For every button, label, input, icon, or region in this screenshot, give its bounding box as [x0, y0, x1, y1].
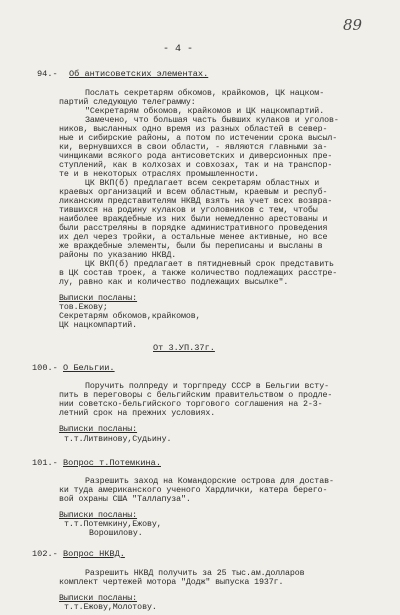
s94-line: ные и сибирские районы, а потом по истечении срока высыл- — [59, 134, 338, 143]
s94-line: же враждебные элементы, были бы переписаны и высланы в — [59, 242, 323, 251]
handwritten-folio-number: 89 — [343, 16, 363, 34]
date-heading: От 3.УП.37г. — [153, 343, 215, 353]
s94-line: районы по указанию НКВД. — [59, 251, 177, 260]
section-101-number: 101.- — [32, 458, 58, 468]
s94-line: Послать секретарям обкомов, крайкомов, ЦК нацком- — [85, 89, 325, 98]
s102-line: комплект чертежей мотора "Додж" выпуска 1937г. — [59, 578, 284, 587]
s100-line: летний срок на прежних условиях. — [59, 409, 216, 418]
s101-recipient: т.т.Потемкину,Ежову, — [64, 520, 162, 529]
s94-recipient: тов.Ежову; — [59, 303, 108, 312]
section-94-title: Об антисоветских элементах. — [69, 69, 209, 79]
s100-dispatch-label: Выписки посланы: — [59, 425, 138, 434]
s101-line: вой охраны США "Таллапуза". — [59, 495, 191, 504]
s102-dispatch-label: Выписки посланы: — [59, 594, 138, 603]
s100-line: нии советско-бельгийского торгового соглашения на 2-3- — [59, 400, 323, 409]
s94-line: чинщиками всякого рода антисоветских и диверсионных пре- — [59, 152, 333, 161]
s94-line: те и в некоторых отраслях промышленности. — [59, 170, 260, 179]
s94-line: их дел через тройки, а остальные менее активные, но все — [59, 233, 328, 242]
s94-line: лу, равно как и количество подлежащих высылке". — [59, 278, 289, 287]
s101-line: Разрешить заход на Командорские острова для достав- — [85, 477, 334, 486]
s101-line: ки туда американского ученого Хардлички, катера берего- — [59, 486, 328, 495]
page-number: - 4 - — [163, 44, 194, 55]
s94-recipient: Секретарям обкомов,крайкомов, — [59, 312, 201, 321]
s100-line: пить в переговоры с бельгийским правительством о продле- — [59, 391, 333, 400]
section-100-title: О Бельгии. — [63, 363, 115, 373]
s94-line: Замечено, что большая часть бывших кулаков и уголов- — [85, 116, 339, 125]
s94-line: тившихся на родину кулаков и уголовников с тем, чтобы — [59, 206, 318, 215]
s94-line: ки, вернувшихся в свои области, - являются главными за- — [59, 143, 328, 152]
section-94-number: 94.- — [37, 69, 58, 79]
s101-recipient: Ворошилову. — [89, 529, 143, 538]
section-101-title: Вопрос т.Потемкина. — [63, 458, 161, 468]
s94-line: ступлений, как в колхозах и совхозах, так и на транспор- — [59, 161, 333, 170]
s94-line: ликанским представителям НКВД взять на учет всех возвра- — [59, 197, 333, 206]
s102-recipient: т.т.Ежову,Молотову. — [64, 603, 157, 612]
s94-line: наиболее враждебные из них были немедленно арестованы и — [59, 215, 328, 224]
section-102-title: Вопрос НКВД. — [63, 549, 125, 559]
s100-recipient: т.т.Литвинову,Судьину. — [64, 435, 172, 444]
s94-line: "Секретарям обкомов, крайкомов и ЦК нацкомпартий. — [85, 107, 325, 116]
section-102-number: 102.- — [32, 549, 58, 559]
s94-line: были расстреляны в порядке административного проведения — [59, 224, 328, 233]
section-100-number: 100.- — [32, 363, 58, 373]
s94-line: в ЦК состав троек, а также количество подлежащих расстре- — [59, 269, 338, 278]
s94-dispatch-label: Выписки посланы: — [59, 294, 138, 303]
s94-line: ЦК ВКП(б) предлагает всем секретарям областных и — [85, 179, 320, 188]
s100-line: Поручить полпреду и торгпреду СССР в Бельгии всту- — [85, 382, 329, 391]
s102-line: Разрешить НКВД получить за 25 тыс.ам.долларов — [85, 569, 305, 578]
s94-recipient: ЦК нацкомпартий. — [59, 321, 138, 330]
s94-line: ЦК ВКП(б) предлагает в пятидневный срок представить — [85, 260, 334, 269]
s94-line: партий следующую телеграмму: — [59, 98, 196, 107]
s101-dispatch-label: Выписки посланы: — [59, 511, 138, 520]
s94-line: ников, высланных одно время из разных областей в север- — [59, 125, 328, 134]
s94-line: краевых организаций и всем областным, краевым и респуб- — [59, 188, 328, 197]
